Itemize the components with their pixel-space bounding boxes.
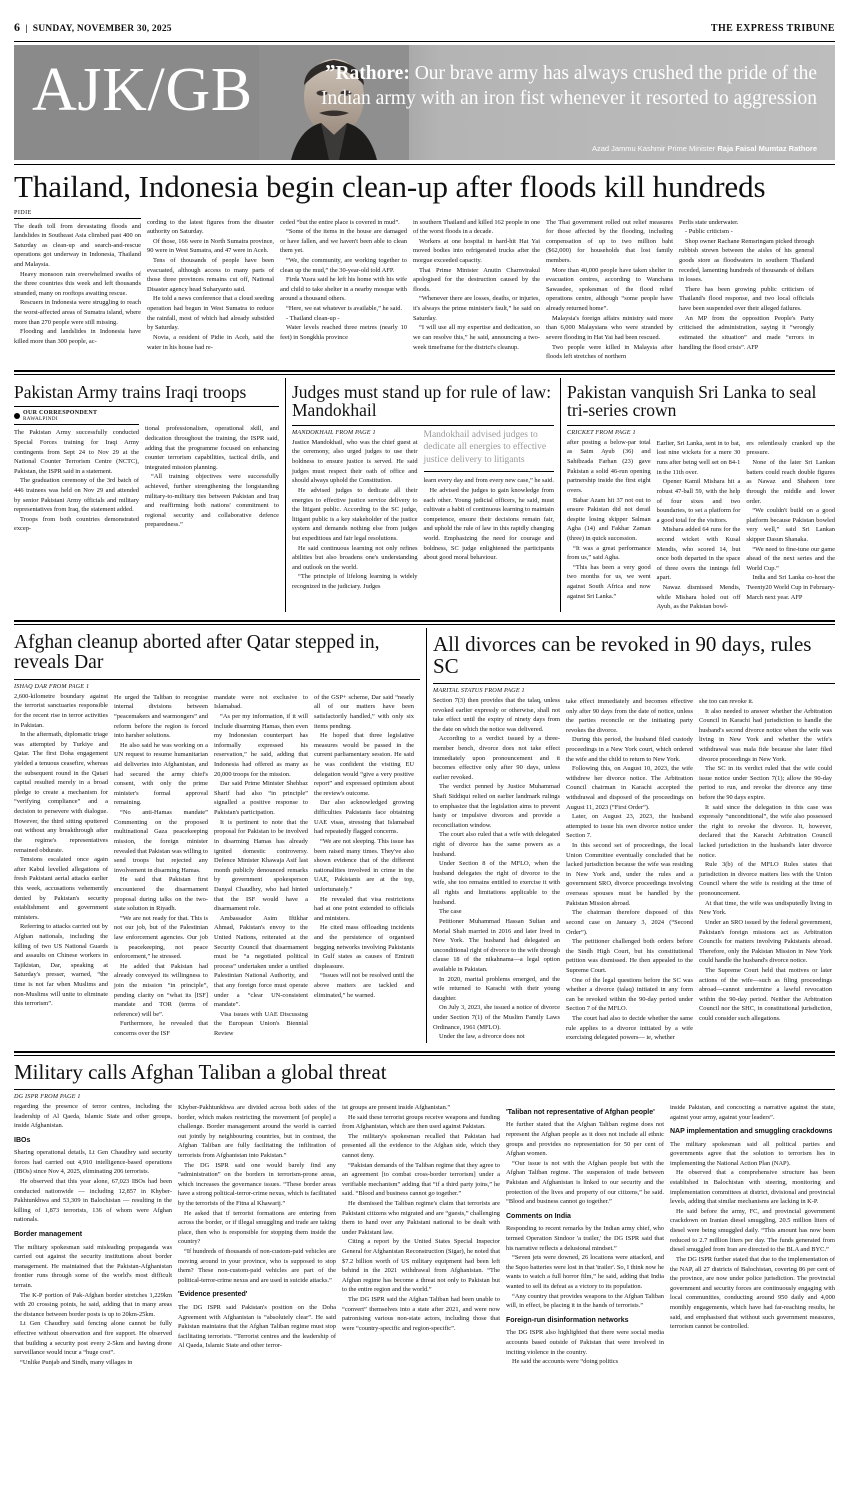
headline-divorce: All divorces can be revoked in 90 days, rules SC (433, 631, 812, 678)
cricket-col-3 (746, 439, 835, 602)
paragraph: He told a news conference that a cloud seeding operation had begun in West Sumatra to reduce the rainfall, most of which had already subsided by Saturday. (147, 295, 274, 332)
banner-credit (592, 144, 817, 153)
paragraph: ers relentlessly cranked up the pressure. (746, 439, 835, 457)
paragraph: It said since the delegation in this case was expressly “unconditional”, the wife also possessed the right to revoke the divorce. It, however, declared that the Karachi Arbitration Council lacked jurisdiction in the husband's later divorce notice. (699, 803, 832, 859)
paragraph: - Public criticism - (685, 228, 733, 236)
divorce-col-1 (433, 696, 560, 1042)
subhead-nap: NAP implementation and smuggling crackdowns (670, 1128, 833, 1136)
army-col-2 (145, 424, 279, 530)
paragraph: The petitioner challenged both orders before the Sindh High Court, but his constitutional petition was dismissed. He then appealed to the Supreme Court. (566, 938, 693, 974)
taliban-p: “Seven jets were downed, 26 locations were attacked, and the Sqoo batteries were lost in that 'trailer'. So, I think now he wants to watch a full horror film,” he said, adding that India wanted to sell its defeat as a victory to its population. (506, 1254, 664, 1291)
paragraph: ceded “but the entire place is covered in mud”. (280, 218, 400, 226)
army-byline (14, 410, 139, 425)
taliban-col-1 (14, 1102, 172, 1368)
paragraph: He hoped that three legislative measures would be passed in the current parliamentary session. He said he was confident the visiting EU delegation would “give a very positive report” and expressed optimism about the review's outcome. (314, 732, 414, 797)
taliban-p: The military spokesman said misleading propaganda was carried out against the security institutions about border management. He maintained that the Pakistan-Afghanistan frontier runs through some of the world's most difficult terrain. (14, 1243, 172, 1290)
paragraph: Earlier, Sri Lanka, sent in to bat, lost nine wickets for a mere 30 runs after being well set on 84-1 in the 11th over. (656, 439, 741, 476)
paragraph: It also needed to answer whether the Arbitration Council in Karachi had jurisdiction to handle the husband's second divorce notice when the wife was living in New York and whether the wife's withdrawal was mala fide because she later filed divorce proceedings in New York. (699, 707, 832, 763)
taliban-p: “If hundreds of thousands of non-custom-paid vehicles are moving around in your province, who is supposed to stop them? These non-custom-paid vehicles are part of the political-terror-crime nexus and are used in suicide attacks.” (178, 1248, 336, 1284)
judges-pullquote: Mandokhail advised judges to dedicate all energies to effective justice delivery to litigants (424, 429, 554, 473)
paragraph: There has been growing public criticism of Thailand's flood response, and two local officials have been suspended over their alleged failures. (679, 285, 814, 313)
paragraph: The court had also to decide whether the same rule applies to a divorce initiated by a wife exercising delegated powers— ie, whether (566, 1015, 693, 1042)
taliban-p: The DG ISPR further stated that due to the implementation of the NAP, all 27 districts of Balochistan, covering 86 per cent of the province, are now under police jurisdiction. The provincial government and security forces are continuously engaging with local communities, conducting around 950 daily and 4,000 monthly engagements, which have had far-reaching results, he said, and emphasised that without such government measures, terrorism cannot be controlled. (670, 1255, 835, 1331)
headline-army: Pakistan Army trains Iraqi troops (14, 381, 247, 402)
paragraph: He said continuous learning not only refines abilities but also broadens one's understanding and outlook on the world. (292, 544, 418, 571)
paragraph: “I will use all my expertise and dedication, so we can resolve this,” he said, announcing a two-week timeframe for the district's cleanup. (413, 324, 540, 351)
paragraph: Following this, on August 10, 2023, the wife withdrew her divorce notice. The Arbitration Council chairman in Karachi accepted the withdrawal and disposed of the proceedings on August 11, 2023 (“First Order”). (566, 765, 693, 811)
paragraph: tional professionalism, operational skill, and dedication throughout the training, the ISPR said, adding that the programme focused on enhancing counter terrorism capabilities, tactical drills, and integrated mission planning. (145, 425, 279, 471)
paragraph: Furthermore, he revealed that concerns over the ISF (114, 1020, 208, 1038)
army-location: RAWALPINDI (23, 416, 58, 423)
taliban-p: The DG ISPR said one would barely find any “administration” on the borders in terrorism-prone areas, which increases the governance issues. “These border areas have a strong political-terror-crime nexus, which is facilitated by the terrorists of the Fitna al Khawarij.” (178, 1161, 336, 1207)
paragraph: He said these terrorist groups receive weapons and funding from Afghanistan, which are then used against Pakistan. (342, 1113, 500, 1131)
paragraph: Visa issues with UAE Discussing the European Union's Biennial Review (214, 1010, 308, 1038)
paragraph: “Here, we eat whatever is available,” he said. (286, 305, 403, 313)
paragraph: The Pakistan Army successfully conducted Special Forces training for Iraqi Army contingents from Sept 24 to Nov 29 at the National Counter Terrorism Centre (NCTC), Pakistan, the ISPR said in a statement. (14, 429, 139, 475)
paragraph: take effect immediately and becomes effective only after 90 days from the date of notice, unless the parties reconcile or the initiating party revokes the divorce. (566, 697, 693, 734)
headline-judges: Judges must stand up for rule of law: Mandokhail (292, 381, 552, 421)
quote-speaker: Rathore: (335, 63, 410, 84)
lead-col-3 (280, 218, 407, 343)
subhead-taliban-rep: 'Taliban not representative of Afghan people' (506, 1108, 655, 1116)
paragraph: One of the legal questions before the SC was whether a divorce (talaq) initiated in any form can be revoked within the 90-day period under Section 7 of the MFLO. (566, 976, 693, 1013)
taliban-p: He said before the army, FC, and provincial government crackdown on Iranian diesel smuggling, 20.5 million liters of diesel were being smuggled daily. “This amount has now been reduced to 2.7 million liters per day. The funds generated from diesel smuggled from Iran are directed to the BLA and BYC.” (670, 1207, 835, 1254)
paragraph: In the aftermath, diplomatic triage was attempted by Turkiye and Qatar. The first Doha engagement yielded a tenuous ceasefire, whereas the subsequent round in the Qatari capital resulted merely in a broad pledge to create a mechanism for “verifying compliance” and a decision to persevere with dialogue. However, the third sitting sputtered out without any breakthrough after the regime's representatives remained obdurate. (14, 731, 108, 854)
paragraph: Petitioner Muhammad Hassan Sultan and Morial Shah married in 2016 and later lived in New York. The husband had delegated an unconditional right of divorce to the wife through clause 18 of the nikahnama—a legal option available in Pakistan. (433, 917, 560, 973)
lead-col-1 (14, 222, 141, 347)
taliban-p: He further stated that the Afghan Taliban regime does not represent the Afghan people as it does not include all ethnic groups and provides no representation for 50 per cent of Afghan women. (506, 1121, 664, 1158)
paragraph: It is pertinent to note that the proposal for Pakistan to be involved in disarming Hamas has already ignited domestic controversy. Defence Minister Khawaja Asif last month publicly denounced remarks by government spokesperson Danyal Chaudhry, who had hinted that the ISF would have a disarmament role. (214, 818, 308, 913)
paragraph: Nawaz dismissed Mendis, while Mishara holed out off Ayub, as the Pakistan bowl- (656, 583, 741, 611)
paragraph: Tensions escalated once again after Kabul levelled allegations of fresh Pakistani aerial attacks earlier this week, accusations vehemently denied by Pakistan's security establishment and government ministers. (14, 856, 108, 921)
taliban-fromline: DG ISPR FROM PAGE 1 (14, 1092, 81, 1100)
paragraph: The verdict penned by Justice Muhammad Shafi Siddiqui relied on earlier landmark rulings to emphasize that the legislation aims to prevent hasty or impulsive divorces and provide a reconciliation window. (433, 783, 560, 829)
globe-icon (14, 413, 20, 419)
army-byline-text: OUR CORRESPONDENT (23, 410, 98, 417)
cricket-fromline: CRICKET FROM PAGE 1 (567, 428, 636, 436)
paragraph: The death toll from devastating floods and landslides in Southeast Asia climbed past 400 on Saturday as clean-up and search-and-rescue operations got underway in Indonesia, Thailand and Malaysia. (14, 222, 141, 269)
paragraph: “All training objectives were successfully achieved, further strengthening the longstanding military-to-military ties between Pakistan and Iraq and reaffirming both nations' commitment to regional security and collaborative defence preparedness.” (145, 473, 279, 529)
paragraph: According to a verdict issued by a three-member bench, divorce does not take effect immediately upon pronouncement and it becomes effective only after 90 days, unless earlier revoked. (433, 735, 560, 781)
paragraph: Workers at one hospital in hard-hit Hat Yai moved bodies into refrigerated trucks after the morgue exceeded capacity. (413, 237, 540, 265)
paragraph: Shop owner Rachane Remsringam picked through rubbish strewn between the aisles of his general goods store as floodwaters in southern Thailand receded, lamenting hundreds of thousands of dollars in losses. (679, 237, 814, 284)
cricket-col-1 (567, 438, 651, 601)
paragraph: He cited mass offloading incidents and the persistence of organised begging networks involving Pakistanis in Gulf states as causes of Emirati displeasure. (314, 924, 414, 970)
section-banner (14, 45, 835, 160)
paragraph: He added that Pakistan had already conveyed its willingness to join the mission “in principle”, pending clarity on “what its [ISF] mandate and TOR (terms of reference) will be”. (114, 962, 208, 1018)
paragraph: The SC in its verdict ruled that the wife could issue notice under Section 7(1); allow the 90-day period to run, and revoke the divorce any time before the 90 days expire. (699, 765, 832, 801)
paragraph: He revealed that visa restrictions had at one point extended to officials and ministers. (314, 895, 414, 922)
lead-dateline: PIDIE (14, 209, 141, 219)
taliban-p: Sharing operational details, Lt Gen Chaudhry said security forces had carried out 4,910 intelligence-based operations (IBOs) since Nov 4, 2025, eliminating 206 terrorists. (14, 1149, 172, 1176)
paragraph: Justice Mandokhail, who was the chief guest at the ceremony, also urged judges to use their boldness to ensure justice is served. He said judges must respect their oath of office and should always uphold the Constitution. (292, 438, 418, 485)
lead-story-columns (14, 209, 835, 362)
paragraph: The military's spokesman recalled that Pakistan had presented all the evidence to the Afghan side, which they cannot deny. (342, 1132, 500, 1159)
paragraph: “We, the community, are working together to clean up the mud,” the 30-year-old told AFP. (280, 257, 407, 274)
paragraph: He advised judges to dedicate all their energies to effective justice service delivery to the litigant public. According to the SC judge, litigant public is a key stakeholder of the justice system and demands nothing else from judges but expeditious and fair legal resolutions. (292, 486, 418, 542)
taliban-p: The DG ISPR said Pakistan's position on the Doha Agreement with Afghanistan is “absolutely clear”. He said Pakistan maintains that the Afghan Taliban regime must stop facilitating terrorists. “Terrorist centres and the leadership of Al Qaeda, Islamic State and other terror- (178, 1303, 336, 1350)
paragraph: “Some of the items in the house are damaged or have fallen, and we haven't been able to clean them yet. (280, 228, 407, 255)
paragraph: He dismissed the Taliban regime's claim that terrorists are Pakistani citizens who migrated and are “guests,” challenging them to hand over any Pakistani national to be dealt with under Pakistani law. (342, 1199, 500, 1236)
paragraph: Troops from both countries demonstrated excep- (14, 515, 139, 533)
paragraph: During this period, the husband filed custody proceedings in a New York court, which ordered the wife and the child to return to New York. (566, 736, 693, 763)
masthead-separator: | (22, 24, 31, 34)
paragraph: Section 7(3) then provides that the talaq, unless revoked earlier expressly or otherwise, shall not take effect until the expiry of ninety days from the date on which the notice was delivered. (433, 696, 560, 733)
banner-quote (297, 59, 817, 112)
paragraph: On July 3, 2023, she issued a notice of divorce under Section 7(1) of the Muslim Family Laws Ordinance, 1961 (MFLO). (433, 1004, 560, 1031)
masthead-date: SUNDAY, NOVEMBER 30, 2025 (32, 24, 172, 34)
paragraph: “We couldn't build on a good platform because Pakistan bowled very well,” said Sri Lankan skipper Dasun Shanaka. (746, 507, 835, 543)
paragraph: Malaysia's foreign affairs ministry said more than 6,000 Malaysians who were stranded by severe flooding in Hat Yai had been rescued. (546, 314, 673, 341)
paragraph: Water levels reached three metres (nearly 10 feet) in Songkhla province (280, 324, 407, 341)
paragraph: “We are not sleeping. This issue has been raised many times. They've also shown evidence that of the different nationalities involved in crime in the UAE, Pakistanis are at the top, unfortunately.” (314, 837, 414, 893)
afghan-col-4 (314, 693, 414, 1001)
paragraph: Dar said Prime Minister Shehbaz Sharif had also “in principle” signalled a positive response to Pakistan's participation. (214, 780, 308, 817)
paragraph: The case (439, 908, 462, 916)
taliban-p: Khyber-Pakhtunkhwa are divided across both sides of the border, which makes restricting the movement [of people] a challenge. Border management around the world is carried out jointly by neighbouring countries, but in contrast, the Afghan Taliban are fully facilitating the infiltration of terrorists from Afghanistan into Pakistan.” (178, 1103, 336, 1159)
paragraph: “Pakistan demands of the Taliban regime that they agree to an agreement [to combat cross-border terrorism] under a verifiable mechanism” adding that “if a third party joins,” he said. “Blood and business cannot go together.” (342, 1161, 500, 1198)
taliban-col-2 (178, 1103, 336, 1351)
publication-name: THE EXPRESS TRIBUNE (710, 23, 835, 34)
lead-headline: Thailand, Indonesia begin clean-up after floods kill hundreds (14, 169, 766, 204)
paragraph: None of the later Sri Lankan batters could reach double figures as Nawaz and Shaheen tore through the middle and lower order. (746, 459, 835, 505)
taliban-p: The DG ISPR also highlighted that there were social media accounts based outside of Pakistan that were involved in inciting violence in the country. (506, 1329, 664, 1356)
masthead (14, 0, 835, 39)
taliban-col-3 (342, 1103, 500, 1334)
paragraph: “No anti-Hamas mandate” Commenting on the proposed multinational Gaza peacekeeping mission, the foreign minister revealed that Pakistan was willing to send troops but rejected any involvement in disarming Hamas. (114, 809, 208, 874)
paragraph: Dar also acknowledged growing difficulties Pakistanis face obtaining UAE visas, stressing that Islamabad had repeatedly flagged concerns. (314, 799, 414, 836)
paragraph: The chairman therefore disposed of this second case on January 3, 2024 (“Second Order”). (566, 909, 693, 936)
taliban-p: regarding the presence of terror centres, including the leadership of Al Qaeda, Islamic State and other groups, inside Afghanistan. (14, 1102, 172, 1130)
judges-fromline: MANDOKHAIL FROM PAGE 1 (292, 428, 376, 436)
lead-col-4 (413, 218, 540, 353)
paragraph: Tens of thousands of people have been evacuated, although access to many parts of those three provinces remains cut off, National Disaster agency head Suharyanto said. (147, 257, 274, 293)
headline-cricket: Pakistan vanquish Sri Lanka to seal tri-series crown (567, 381, 817, 421)
paragraph: In this second set of proceedings, the local Union Committee eventually concluded that he lacked jurisdiction because the wife was residing in New York and, under the rules and a government SRO, divorce proceedings involving overseas spouses must be handled by the Pakistan Mission abroad. (566, 842, 693, 907)
afghan-col-2 (114, 693, 208, 1039)
paragraph: Of those, 166 were in North Sumatra province, 90 were in West Sumatra, and 47 were in Aceh. (147, 237, 274, 255)
paragraph: Opener Kamil Mishara hit a robust 47-ball 59, with the help of four sixes and two boundaries, to set a platform for a good total for the visitors. (656, 478, 741, 524)
taliban-p: He said the accounts were “doing politics (512, 1358, 619, 1366)
paragraph: Referring to attacks carried out by Afghan nationals, including the killing of two US National Guards and assaults on Chinese workers in Tajikistan, Dar, speaking at Saturday's presser, warned, “the time is not far when Muslims and non-Muslims will unite to eliminate this terrorism”. (14, 923, 108, 1008)
taliban-p: The military spokesman said all political parties and governments agree that the solution to terrorism lies in implementing the National Action Plan (NAP). (670, 1140, 835, 1167)
paragraph: mandate were not exclusive to Islamabad. (214, 693, 308, 711)
subhead-disinfo: Foreign-run disinformation networks (506, 1316, 629, 1324)
judges-col-2 (424, 476, 554, 562)
paragraph: At that time, the wife was undisputedly living in New York. (699, 899, 832, 917)
taliban-p: Responding to recent remarks by the Indian army chief, who termed Operation Sindoor 'a trailer,' the DG ISPR said that his narrative reflects a delusional mindset.” (506, 1225, 664, 1252)
credit-role: Azad Jammu Kashmir Prime Minister (591, 144, 718, 153)
taliban-p: inside Pakistan, and concocting a narrative against the state, against your army, against your leaders”. (670, 1103, 835, 1121)
paragraph: The Thai government rolled out relief measures for those affected by the flooding, including compensation of up to two million baht ($62,000) for households that lost family members. (546, 218, 673, 265)
taliban-p: Lt Gen Chaudhry said fencing alone cannot be fully effective without observation and fire support. He observed that building a security post every 2-5km and having drone surveillance would incur a “huge cost”. (14, 1320, 172, 1357)
paragraph: He urged the Taliban to recognise internal divisions between “peacemakers and warmongers” and reform before the region is forced into harsher solutions. (114, 693, 208, 740)
paragraph: Two people were killed in Malaysia after floods left stretches of northern (546, 343, 673, 361)
taliban-p: “Our issue is not with the Afghan people but with the Afghan Taliban regime. The suspension of trade between Pakistan and Afghanistan is linked to our security and the protection of the lives and property of our citizens,” he said. “Blood and business cannot go together.” (506, 1159, 664, 1206)
paragraph: Under the law, a divorce does not (439, 1033, 525, 1041)
section-title: AJK/GB (32, 56, 253, 124)
taliban-col-4 (506, 1108, 664, 1367)
paragraph: “We need to fine-tune our game ahead of the next series and the World Cup.” (746, 545, 835, 572)
paragraph: she too can revoke it. (699, 697, 754, 705)
paragraph: Ambassador Asim Iftikhar Ahmad, Pakistan's envoy to the United Nations, reiterated at the Security Council that disarmament must be “a negotiated political process” undertaken under a unified Palestinian National Authority, and that any foreign force must operate under a “clear UN-consistent mandate”. (214, 914, 308, 1009)
taliban-col-5 (670, 1103, 835, 1332)
credit-name: Raja Faisal Mumtaz Rathore (717, 144, 817, 153)
paragraph: Perlis state underwater. (679, 218, 739, 226)
paragraph: after posting a below-par total as Saim Ayub (36) and Sahibzada Farhan (23) gave Pakistan a solid 46-run opening partnership inside the first eight overs. (567, 438, 651, 494)
paragraph: 2,600-kilometre boundary against the terrorist sanctuaries responsible for the recent rise in terror activities in Pakistan. (14, 692, 108, 729)
subhead-evidence: 'Evidence presented' (178, 1291, 248, 1299)
row-three (14, 628, 835, 1043)
paragraph: Babar Azam hit 37 not out to ensure Pakistan did not derail despite losing skipper Salman Agha (14) and Fakhar Zaman (three) in quick succession. (567, 496, 651, 542)
taliban-p: He observed that a comprehensive structure has been established in Balochistan with steering, monitoring and implementation committees at district, divisional and provincial levels, adding that similar mechanisms are lacking in K-P. (670, 1169, 835, 1206)
paragraph: of the GSP+ scheme, Dar said “nearly all of our matters have been satisfactorily handled,” with only six items pending. (314, 693, 414, 730)
subhead-border: Border management (14, 1231, 83, 1239)
afghan-col-3 (214, 693, 308, 1039)
paragraph: in southern Thailand and killed 162 people in one of the worst floods in a decade. (413, 218, 540, 236)
taliban-p: The K-P portion of Pak-Afghan border stretches 1,229km with 20 crossing points, he said, adding that in many areas the distance between border posts is up to 20km-25km. (14, 1291, 172, 1318)
paragraph: “Whenever there are losses, deaths, or injuries, it's always the prime minister's fault,” he said on Saturday. (413, 295, 540, 322)
paragraph: Under an SRO issued by the federal government, Pakistan's foreign missions act as Arbitration Councils for matters involving Pakistanis abroad. Therefore, only the Pakistan Mission in New York could handle the husband's divorce notice. (699, 918, 832, 965)
paragraph: The court also ruled that a wife with delegated right of divorce has the same powers as a husband. (433, 831, 560, 858)
afghan-col-1 (14, 692, 108, 1009)
paragraph: The DG ISPR said the Afghan Taliban had been unable to “convert” themselves into a state after 2021, and were now patronising various non-state actors, including those that were “country-specific and region-specific”. (342, 1296, 500, 1332)
headline-afghan: Afghan cleanup aborted after Qatar stepped in, reveals Dar (14, 631, 380, 674)
paragraph: Firda Yusra said he left his home with his wife and child to take shelter in a nearby mosque with around a thousand others. (280, 276, 407, 303)
paragraph: Flooding and landslides in Indonesia have killed more than 300 people, ac- (14, 328, 141, 345)
army-col-1 (14, 428, 139, 534)
paragraph: cording to the latest figures from the disaster authority on Saturday. (147, 218, 274, 236)
lead-col-2 (147, 218, 274, 353)
paragraph: Rule 3(b) of the MFLO Rules states that jurisdiction in divorce matters lies with the Union Council where the wife is residing at the time of pronouncement. (699, 861, 832, 898)
quote-mark-icon: ” (324, 60, 336, 84)
paragraph: Thai Prime Minister Anutin Charnvirakul apologised for the destruction caused by the floods. (413, 266, 540, 293)
divorce-col-2 (566, 697, 693, 1043)
paragraph: Later, on August 23, 2023, the husband attempted to issue his own divorce notice under Section 7. (566, 813, 693, 840)
paragraph: Citing a report by the United States Special Inspector General for Afghanistan Reconstruction (Sigar), he noted that $7.2 billion worth of US military equipment had been left behind in the 2021 withdrawal from Afghanistan. “The Afghan regime has become a threat not only to Pakistan but to the entire region and the world.” (342, 1238, 500, 1294)
paragraph: He also said he was working on a UN request to resume humanitarian aid deliveries into Afghanistan, and had secured the army chief's consent, with only the prime minister's formal approval remaining. (114, 741, 208, 807)
lead-col-6 (679, 218, 814, 353)
taliban-p: He observed that this year alone, 67,023 IBOs had been conducted nationwide — including 12,857 in Khyber-Pakhtunkhwa and 53,309 in Balochistan — resulting in the killing of 1,873 terrorists, 136 of whom were Afghan nationals. (14, 1178, 172, 1224)
row-four (14, 1061, 835, 1368)
paragraph: An MP from the opposition People's Party criticised the administration, saying it “wrongly estimated the situation” and made “errors in handling the flood crisis”. AFP (679, 314, 814, 351)
paragraph: “We are not ready for that. This is not our job, but of the Palestinian law enforcement agencies. Our job is peacekeeping, not peace enforcement,” he stressed. (114, 914, 208, 961)
taliban-p: “Any country that provides weapons to the Afghan Taliban will, in effect, be placing it in the hands of terrorists.” (506, 1292, 664, 1310)
paragraph: Under Section 8 of the MFLO, when the husband delegates the right of divorce to the wife, she too remains entitled to exercise it with all rights and limitations applicable to the husband. (433, 860, 560, 906)
subhead-india: Comments on India (506, 1212, 571, 1220)
taliban-p: He asked that if terrorist formations are entering from across the border, or if illegal smuggling and trade are taking place, then who is responsible for stopping them inside the country? (178, 1209, 336, 1246)
paragraph: He advised the judges to gain knowledge from each other. Young judicial officers, he said, must cultivate a habit of continuous learning to maintain competence, ensure their decisions remain fair, and uphold the rule of law in this rapidly changing world. Emphasizing the need for courage and boldness, SC judge enlightened the participants about good moral behaviour. (423, 487, 554, 562)
afghan-fromline: ISHAQ DAR FROM PAGE 1 (14, 682, 90, 690)
paragraph: Heavy monsoon rain overwhelmed swaths of the three countries this week and left thousands stranded, many on rooftops awaiting rescue. (14, 270, 141, 297)
page-number: 6 (14, 20, 21, 34)
row-two (14, 378, 835, 612)
paragraph: - Thailand clean-up - (286, 314, 340, 322)
judges-col-1 (292, 438, 418, 592)
paragraph: “This has been a very good two months for us, we went against South Africa and now against Sri Lanka.” (567, 563, 651, 600)
subhead-ibos: IBOs (14, 1136, 31, 1144)
paragraph: The graduation ceremony of the 3rd batch of 446 trainees was held on Nov 29 and attended by senior Pakistani Army officials and military representatives from Iraq, the statement added. (14, 477, 139, 514)
paragraph: ist groups are present inside Afghanistan.” (342, 1103, 451, 1111)
paragraph: learn every day and from every new case,” he said. (423, 477, 554, 485)
cricket-col-2 (657, 439, 741, 612)
paragraph: Mishara added 64 runs for the second wicket with Kusal Mendis, who scored 14, but once both departed in the space of three overs the innings fell apart. (656, 526, 741, 582)
paragraph: He said that Pakistan first encountered the disarmament proposal during talks on the two-state solution in Riyadh. (114, 876, 208, 913)
divorce-fromline: MARITAL STATUS FROM PAGE 1 (433, 686, 525, 694)
headline-taliban: Military calls Afghan Taliban a global threat (14, 1059, 387, 1084)
paragraph: More than 40,000 people have taken shelter in evacuation centres, according to Wanchana Sawasdee, spokesman of the flood relief operations centre, although “some people have already returned home”. (546, 266, 673, 313)
paragraph: “The principle of lifelong learning is widely recognized in the judiciary. Judges (292, 573, 418, 590)
paragraph: “It was a great performance from us,” said Agha. (567, 544, 651, 562)
lead-col-5 (546, 218, 673, 362)
paragraph: Novia, a resident of Pidie in Aceh, said the water in his house had re- (147, 333, 274, 351)
paragraph: In 2020, marital problems emerged, and the wife returned to Karachi with their young daughter. (433, 975, 560, 1002)
paragraph: “As per my information, if it will include disarming Hamas, then even my Indonesian counterpart has informally expressed his reservation,” he said, adding that Indonesia had offered as many as 20,000 troops for the mission. (214, 712, 308, 778)
masthead-rule (14, 41, 835, 42)
masthead-left (14, 20, 172, 35)
paragraph: India and Sri Lanka co-host the Twenty20 World Cup in February-March next year. AFP (746, 574, 835, 601)
taliban-p: “Unlike Punjab and Sindh, many villages in (20, 1358, 133, 1366)
divorce-col-3 (699, 697, 832, 1024)
paragraph: Rescuers in Indonesia were struggling to reach the worst-affected areas of Sumatra island, where more than 270 people were still missing. (14, 299, 141, 326)
paragraph: “Issues will not be resolved until the above matters are tackled and eliminated,” he warned. (314, 972, 414, 999)
quote-text: Our brave army has always crushed the pride of the Indian army with an iron fist whenever it resorted to aggression (320, 63, 817, 109)
paragraph: The Supreme Court held that motives or later actions of the wife—such as filing proceedings abroad—cannot undermine a lawful revocation within the 90-day period. Neither the Arbitration Council nor the SHC, in constitutional jurisdiction, could consider such allegations. (699, 966, 832, 1023)
